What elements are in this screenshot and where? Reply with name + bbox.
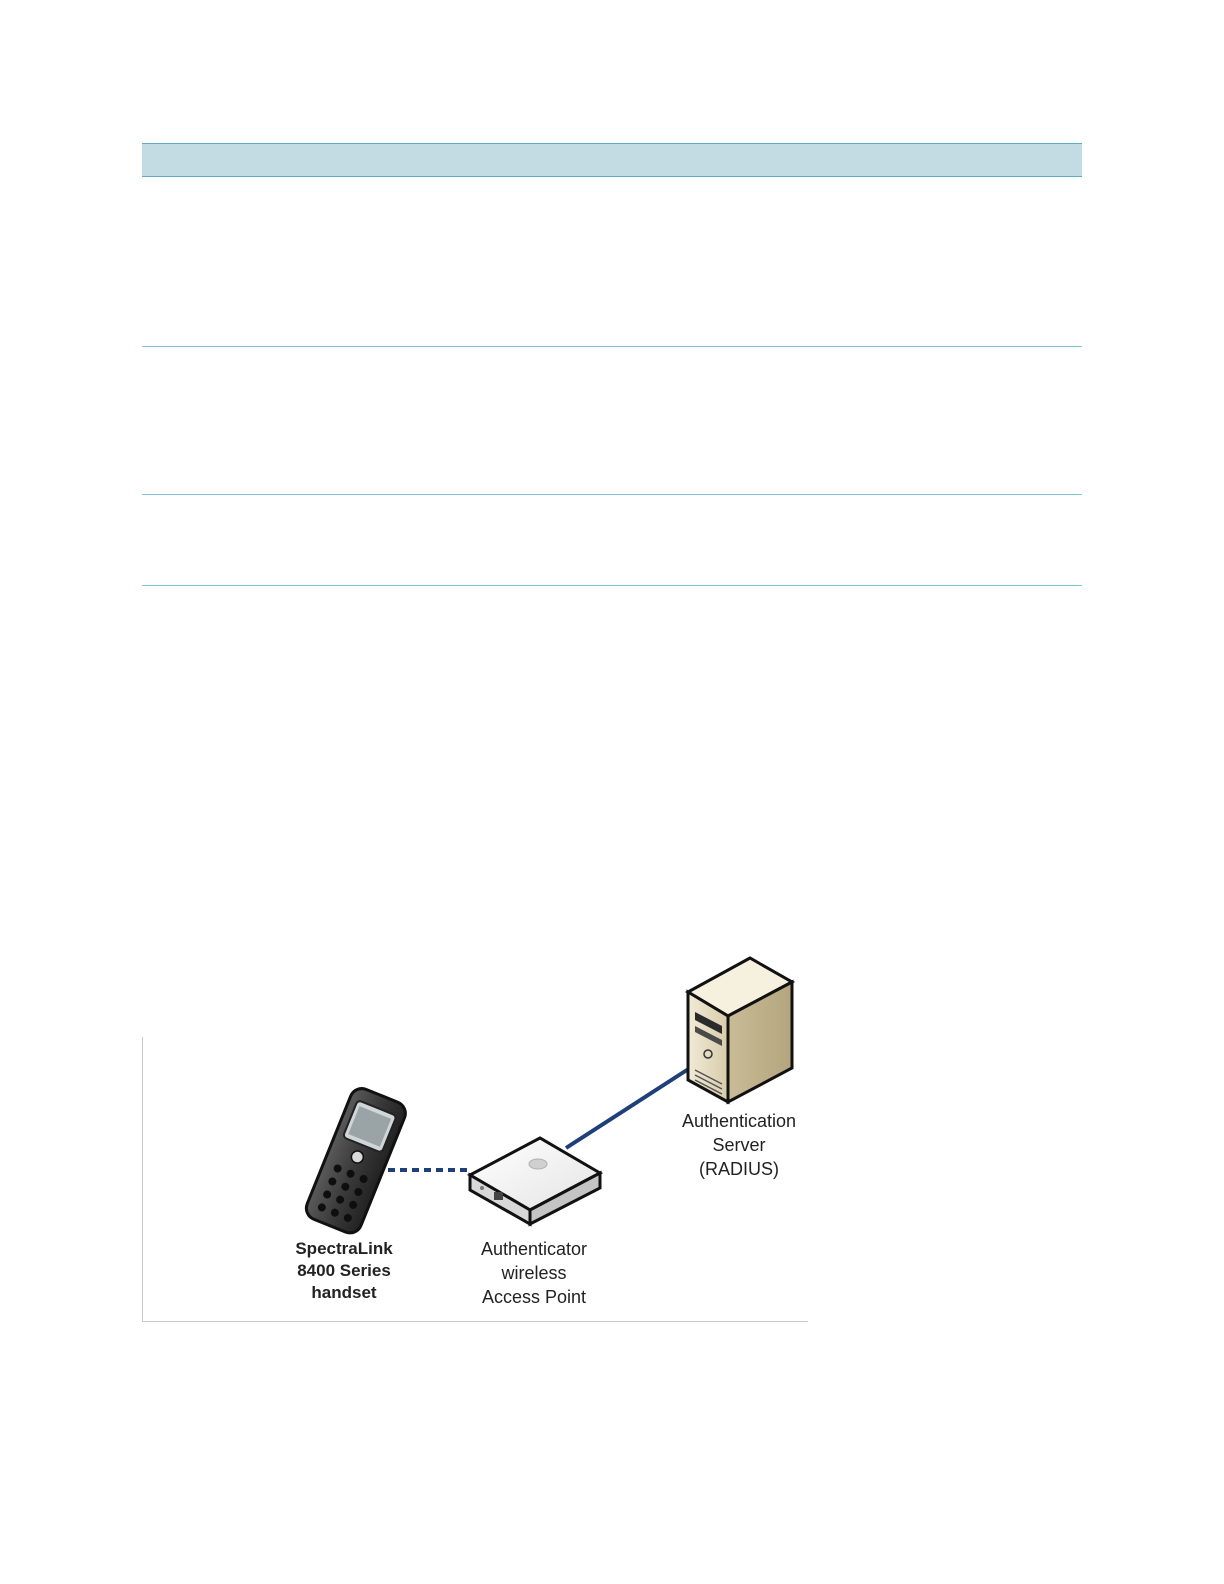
mobile-phone-icon — [303, 1085, 409, 1237]
table-header-row — [142, 143, 1082, 177]
handset-label: SpectraLink 8400 Series handset — [295, 1239, 393, 1302]
access-point-label: Authenticator wireless Access Point — [480, 1239, 588, 1307]
table-row — [142, 177, 1082, 347]
table-row — [142, 495, 1082, 586]
authentication-diagram — [142, 940, 810, 1324]
wireless-access-point-icon — [470, 1138, 600, 1224]
server-label: Authentication Server (RADIUS) — [681, 1111, 797, 1179]
table-row — [142, 347, 1082, 495]
server-tower-icon — [688, 958, 792, 1102]
